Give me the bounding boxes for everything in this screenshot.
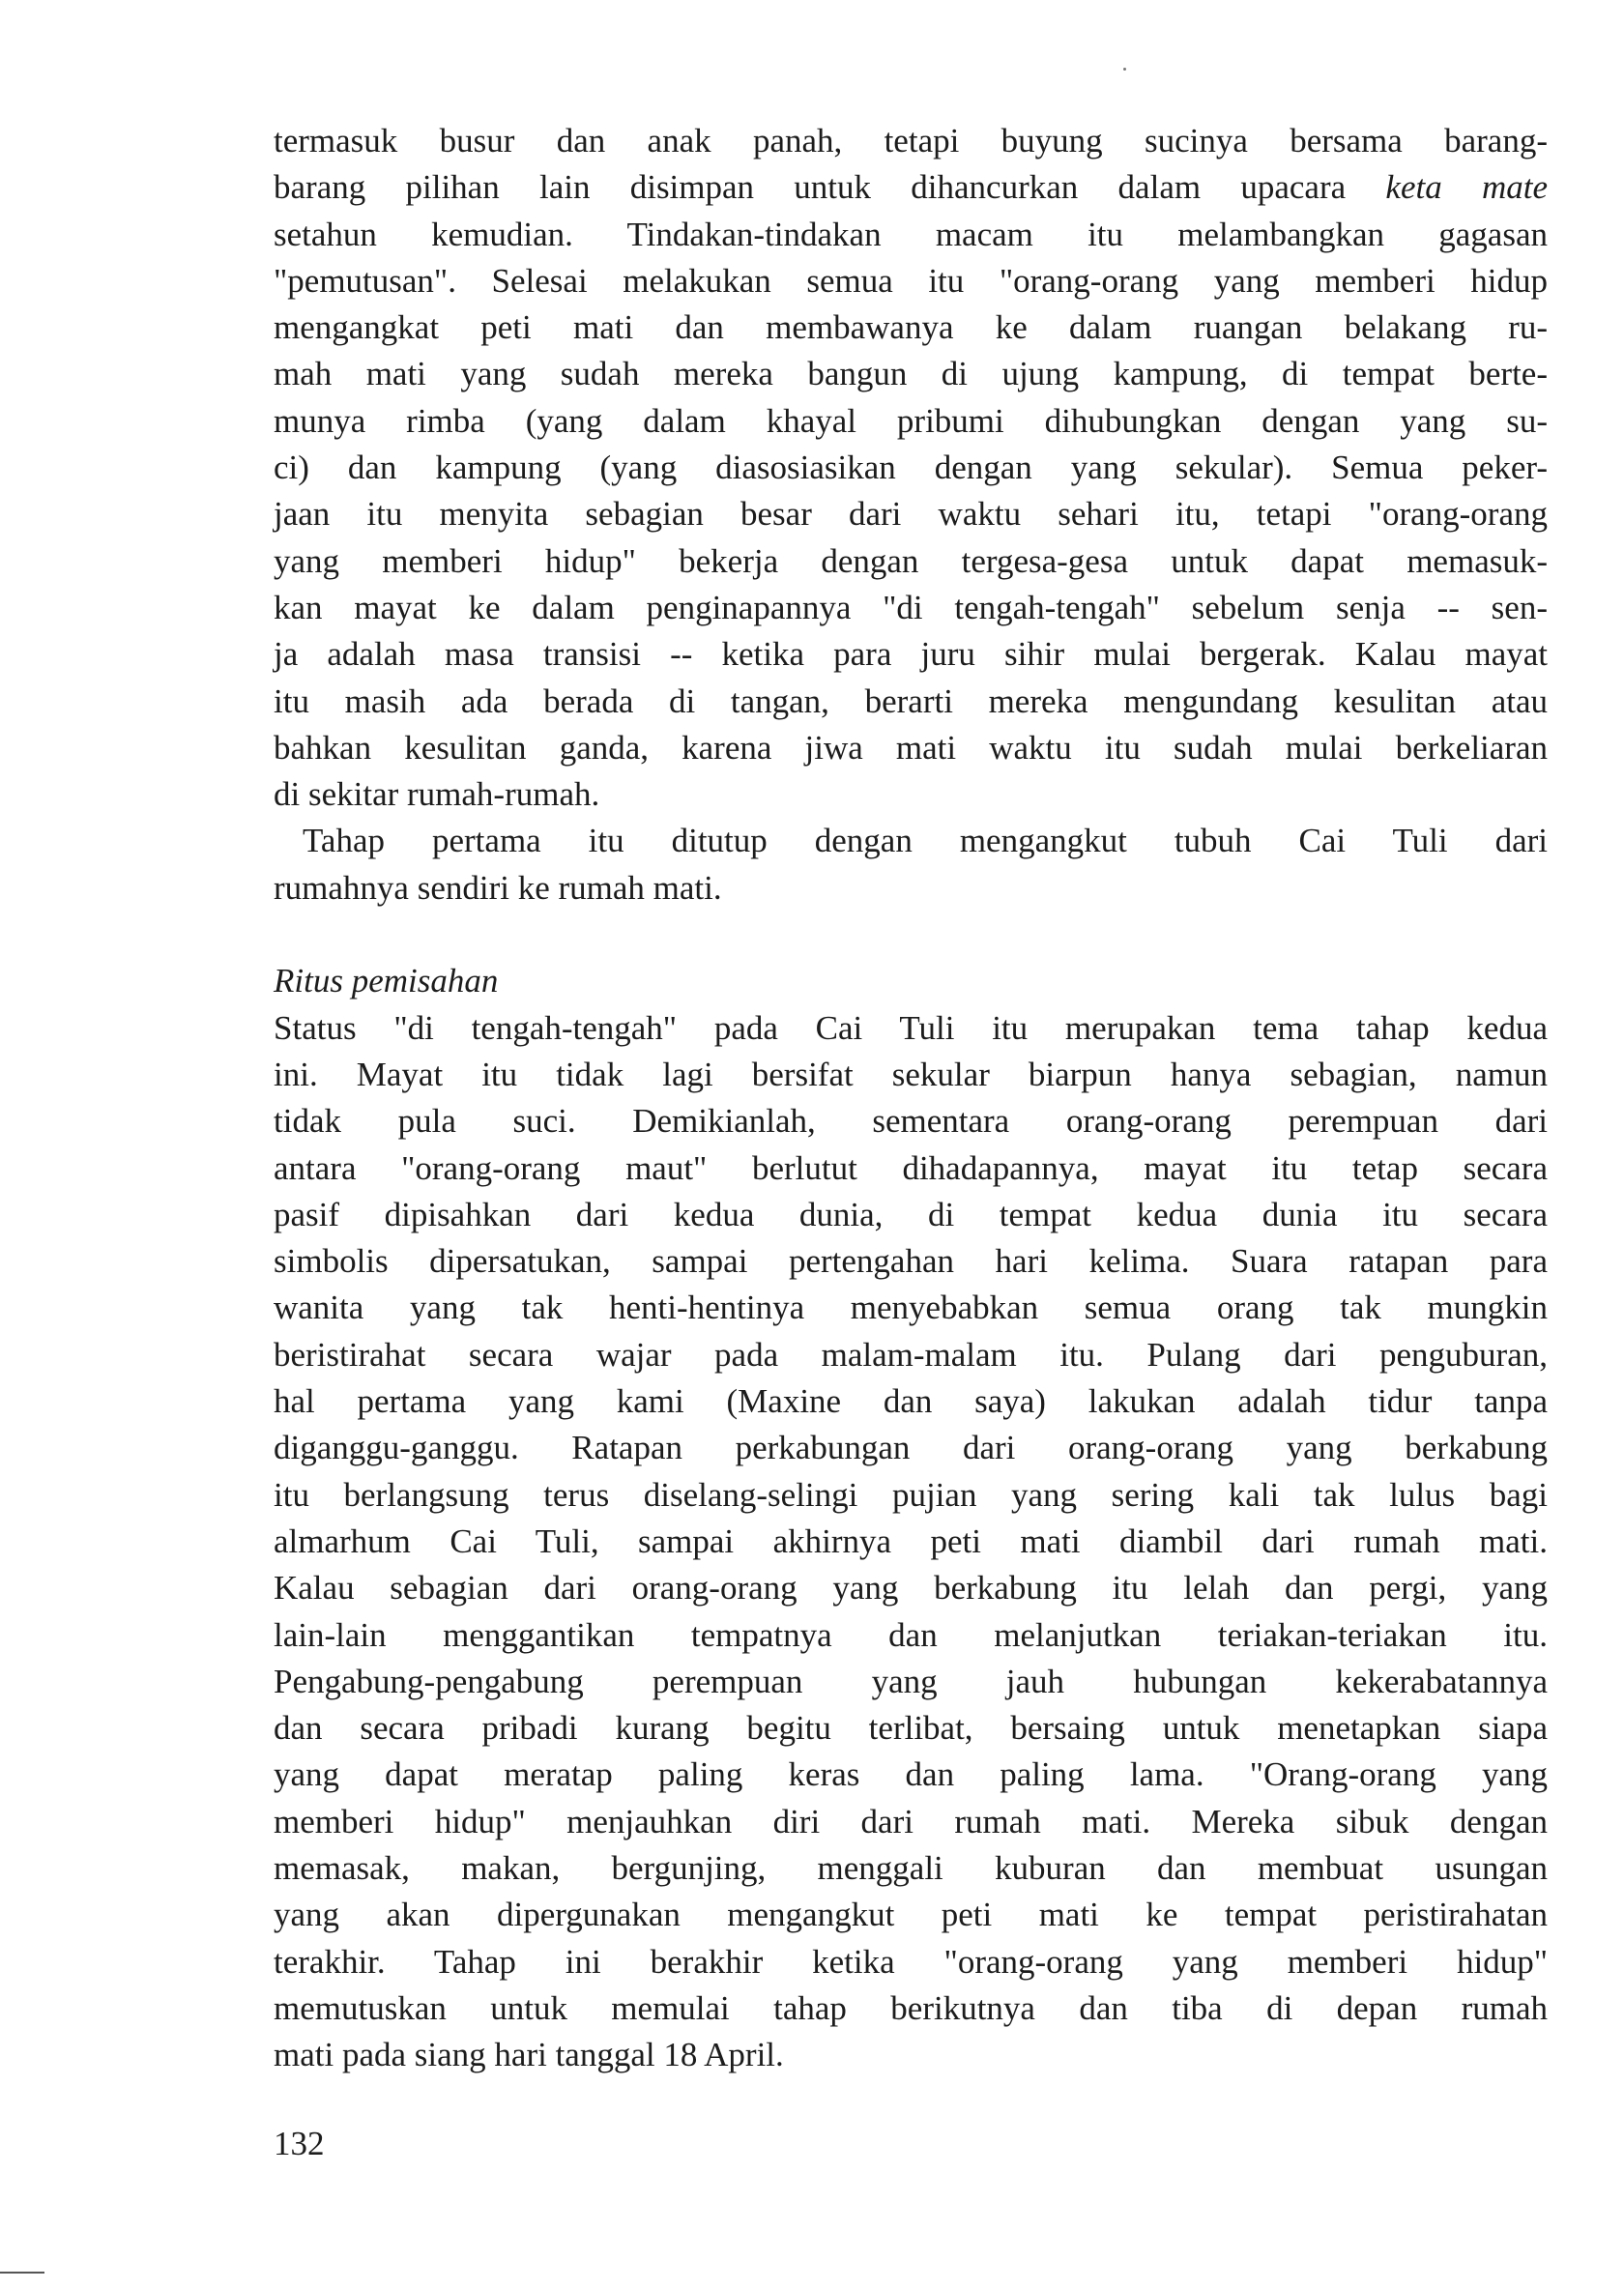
- paragraph-line: mengangkat peti mati dan membawanya ke dalam ruangan belakang ru-: [274, 308, 1548, 347]
- paragraph-line: terakhir. Tahap ini berakhir ketika "orang-orang yang memberi hidup": [274, 1942, 1548, 1981]
- paragraph-line: Tahap pertama itu ditutup dengan mengangkut tubuh Cai Tuli dari: [303, 822, 1548, 860]
- paragraph-line: "pemutusan". Selesai melakukan semua itu "orang-orang yang memberi hidup: [274, 261, 1548, 300]
- paragraph-line: antara "orang-orang maut" berlutut dihadapannya, mayat itu tetap secara: [274, 1148, 1548, 1187]
- paragraph-line: yang memberi hidup" bekerja dengan tergesa-gesa untuk dapat memasuk-: [274, 541, 1548, 580]
- paragraph-line: mah mati yang sudah mereka bangun di ujung kampung, di tempat berte-: [274, 355, 1548, 393]
- paragraph-line: diganggu-ganggu. Ratapan perkabungan dari orang-orang yang berkabung: [274, 1429, 1548, 1467]
- paragraph-line: wanita yang tak henti-hentinya menyebabkan semua orang tak mungkin: [274, 1289, 1548, 1327]
- paragraph-line: lain-lain menggantikan tempatnya dan melanjutkan teriakan-teriakan itu.: [274, 1615, 1548, 1654]
- paragraph-line: yang dapat meratap paling keras dan paling lama. "Orang-orang yang: [274, 1755, 1548, 1794]
- section-gap: [274, 912, 1548, 958]
- paragraph-line: memutuskan untuk memulai tahap berikutnya dan tiba di depan rumah: [274, 1988, 1548, 2027]
- paragraph-line: hal pertama yang kami (Maxine dan saya) lakukan adalah tidur tanpa: [274, 1382, 1548, 1421]
- paragraph-line: tidak pula suci. Demikianlah, sementara orang-orang perempuan dari: [274, 1102, 1548, 1141]
- paragraph-line: rumahnya sendiri ke rumah mati.: [274, 868, 722, 907]
- paragraph-line: bahkan kesulitan ganda, karena jiwa mati waktu itu sudah mulai berkeliaran: [274, 728, 1548, 767]
- paragraph-line: Pengabung-pengabung perempuan yang jauh hubungan kekerabatannya: [274, 1662, 1548, 1700]
- paragraph-line: termasuk busur dan anak panah, tetapi buyung sucinya bersama barang-: [274, 122, 1548, 159]
- scan-speck: [1123, 68, 1126, 71]
- paragraph-line: memasak, makan, bergunjing, menggali kuburan dan membuat usungan: [274, 1848, 1548, 1887]
- scan-edge-mark: [0, 2272, 44, 2274]
- paragraph-line: beristirahat secara wajar pada malam-malam itu. Pulang dari penguburan,: [274, 1335, 1548, 1374]
- paragraph-line: yang akan dipergunakan mengangkut peti mati ke tempat peristirahatan: [274, 1896, 1548, 1934]
- paragraph-line: jaan itu menyita sebagian besar dari waktu sehari itu, tetapi "orang-orang: [274, 495, 1548, 534]
- paragraph-line: ini. Mayat itu tidak lagi bersifat sekular biarpun hanya sebagian, namun: [274, 1055, 1548, 1093]
- paragraph-line: simbolis dipersatukan, sampai pertengahan hari kelima. Suara ratapan para: [274, 1242, 1548, 1281]
- page-number: 132: [274, 2125, 325, 2162]
- section-heading: Ritus pemisahan: [274, 962, 499, 1000]
- paragraph-line: Kalau sebagian dari orang-orang yang berkabung itu lelah dan pergi, yang: [274, 1569, 1548, 1608]
- term-keta-mate: keta mate: [1385, 168, 1549, 207]
- paragraph-line: itu masih ada berada di tangan, berarti mereka mengundang kesulitan atau: [274, 681, 1548, 720]
- paragraph-line: ci) dan kampung (yang diasosiasikan dengan yang sekular). Semua peker-: [274, 449, 1548, 487]
- paragraph-line: barang pilihan lain disimpan untuk dihancurkan dalam upacara keta mate: [274, 168, 1549, 207]
- paragraph-line: setahun kemudian. Tindakan-tindakan macam itu melambangkan gagasan: [274, 215, 1548, 253]
- paragraph-line: pasif dipisahkan dari kedua dunia, di tempat kedua dunia itu secara: [274, 1195, 1548, 1233]
- paragraph-line: almarhum Cai Tuli, sampai akhirnya peti mati diambil dari rumah mati.: [274, 1521, 1548, 1560]
- paragraph-line: mati pada siang hari tanggal 18 April.: [274, 2036, 784, 2074]
- paragraph-line: ja adalah masa transisi -- ketika para juru sihir mulai bergerak. Kalau mayat: [274, 635, 1548, 674]
- paragraph-line: munya rimba (yang dalam khayal pribumi dihubungkan dengan yang su-: [274, 401, 1548, 440]
- paragraph-line: Status "di tengah-tengah" pada Cai Tuli itu merupakan tema tahap kedua: [274, 1008, 1548, 1047]
- paragraph-line: itu berlangsung terus diselang-selingi pujian yang sering kali tak lulus bagi: [274, 1475, 1548, 1514]
- paragraph-line: kan mayat ke dalam penginapannya "di tengah-tengah" sebelum senja -- sen-: [274, 588, 1548, 626]
- paragraph-line: dan secara pribadi kurang begitu terlibat, bersaing untuk menetapkan siapa: [274, 1709, 1548, 1748]
- paragraph-line: di sekitar rumah-rumah.: [274, 775, 600, 814]
- paragraph-line: memberi hidup" menjauhkan diri dari rumah mati. Mereka sibuk dengan: [274, 1802, 1548, 1840]
- text-column: [274, 118, 1548, 2078]
